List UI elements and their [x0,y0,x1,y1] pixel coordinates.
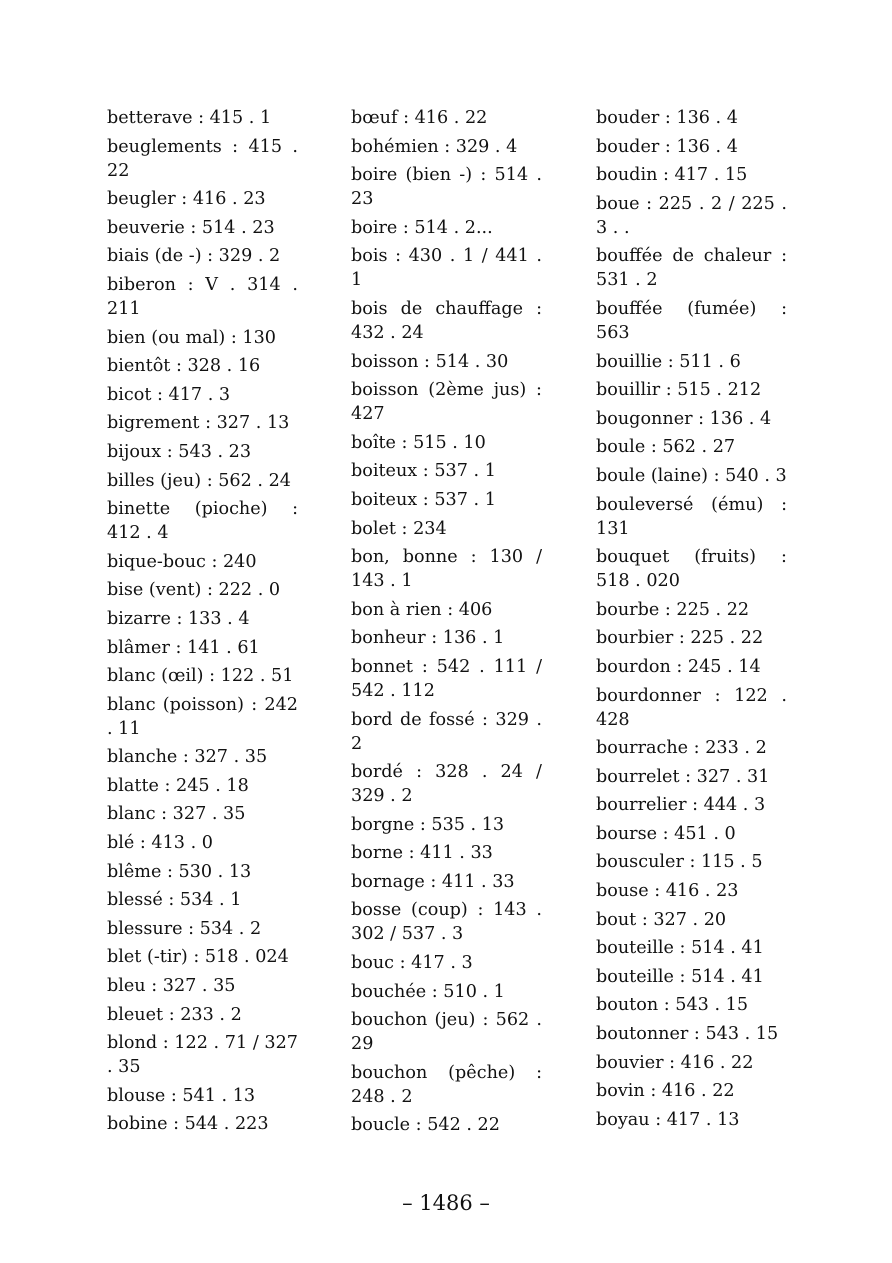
index-entry: blâmer : 141 . 61 [107,637,260,658]
index-entry: boue : 225 . 2 / 225 . 3 . . [596,193,787,238]
index-column-3 [596,106,787,1136]
index-entry: boyau : 417 . 13 [596,1109,740,1130]
index-entry: bourdon : 245 . 14 [596,656,761,677]
index-entry: bouchon (jeu) : 562 . 29 [351,1010,542,1055]
index-entry: bouder : 136 . 4 [596,136,738,157]
index-entry: blanc (œil) : 122 . 51 [107,666,294,687]
index-entry: bonheur : 136 . 1 [351,628,505,649]
index-entry: bouillie : 511 . 6 [596,351,741,372]
index-entry: blatte : 245 . 18 [107,775,249,796]
index-entry: bouvier : 416 . 22 [596,1052,754,1073]
index-entry: blouse : 541 . 13 [107,1085,256,1106]
index-entry: bosse (coup) : 143 . 302 / 537 . 3 [351,900,542,945]
index-entry: bleuet : 233 . 2 [107,1004,242,1025]
index-entry: bougonner : 136 . 4 [596,408,772,429]
index-entry: bornage : 411 . 33 [351,871,515,892]
index-entry: bolet : 234 [351,518,447,539]
index-entry: bourdonner : 122 . 428 [596,685,787,730]
index-entry: bobine : 544 . 223 [107,1114,269,1135]
index-entry: bouder : 136 . 4 [596,108,738,128]
index-entry: bourrelet : 327 . 31 [596,766,770,787]
index-entry: boisson : 514 . 30 [351,351,509,372]
index-entry: bleu : 327 . 35 [107,976,236,997]
index-entry: bois de chauffage : 432 . 24 [351,298,542,343]
index-entry: bonnet : 542 . 111 / 542 . 112 [351,656,542,701]
index-entry: bohémien : 329 . 4 [351,136,518,157]
index-entry: bon à rien : 406 [351,599,493,620]
index-entry: bise (vent) : 222 . 0 [107,580,281,601]
index-entry: boule (laine) : 540 . 3 [596,465,787,486]
index-entry: borgne : 535 . 13 [351,814,505,835]
index-entry: binette (pioche) : 412 . 4 [107,499,298,544]
index-entry: boiteux : 537 . 1 [351,489,496,510]
index-entry: bois : 430 . 1 / 441 . 1 [351,246,542,291]
index-entry: blet (-tir) : 518 . 024 [107,947,289,968]
index-entry: blé : 413 . 0 [107,833,213,854]
index-entry: blessé : 534 . 1 [107,890,242,911]
index-entry: boucle : 542 . 22 [351,1115,500,1136]
index-entry: bourse : 451 . 0 [596,823,736,844]
index-entry: bique-bouc : 240 [107,551,257,572]
index-entry: bovin : 416 . 22 [596,1081,735,1102]
index-entry: biberon : V . 314 . 211 [107,274,298,319]
index-entry: bon, bonne : 130 / 143 . 1 [351,547,542,592]
index-entry: bourbier : 225 . 22 [596,628,764,649]
index-entry: bout : 327 . 20 [596,909,727,930]
index-entry: beuglements : 415 . 22 [107,136,298,181]
index-entry: bijoux : 543 . 23 [107,441,252,462]
index-entry: bouchée : 510 . 1 [351,981,505,1002]
index-entry: betterave : 415 . 1 [107,108,272,128]
index-entry: bouse : 416 . 23 [596,881,739,902]
index-entry: bouillir : 515 . 212 [596,380,762,401]
index-entry: bizarre : 133 . 4 [107,608,250,629]
index-entry: bigrement : 327 . 13 [107,413,290,434]
index-entry: bien (ou mal) : 130 [107,327,276,348]
index-entry: blanche : 327 . 35 [107,747,268,768]
index-entry: beuverie : 514 . 23 [107,217,275,238]
index-entry: bientôt : 328 . 16 [107,356,261,377]
index-entry: boire (bien -) : 514 . 23 [351,165,542,210]
index-entry: bouffée de chaleur : 531 . 2 [596,246,787,291]
index-entry: blême : 530 . 13 [107,861,252,882]
index-entry: biais (de -) : 329 . 2 [107,246,281,267]
index-column-1 [107,106,298,1141]
index-entry: boule : 562 . 27 [596,437,736,458]
index-entry: billes (jeu) : 562 . 24 [107,470,291,491]
index-entry: boutonner : 543 . 15 [596,1024,779,1045]
index-entry: boisson (2ème jus) : 427 [351,380,542,425]
index-entry: bouchon (pêche) : 248 . 2 [351,1062,542,1107]
index-entry: boiteux : 537 . 1 [351,461,496,482]
index-entry: bouteille : 514 . 41 [596,938,764,959]
index-entry: bourrache : 233 . 2 [596,738,767,759]
index-entry: bouleversé (ému) : 131 [596,494,787,539]
index-entry: bourbe : 225 . 22 [596,599,750,620]
index-entry: bouteille : 514 . 41 [596,966,764,987]
index-entry: bousculer : 115 . 5 [596,852,763,873]
index-entry: boudin : 417 . 15 [596,165,748,186]
index-column-2 [351,106,542,1142]
index-entry: bouc : 417 . 3 [351,953,473,974]
index-entry: blessure : 534 . 2 [107,918,262,939]
index-entry: bicot : 417 . 3 [107,384,231,405]
index-entry: bœuf : 416 . 22 [351,108,488,128]
index-entry: bordé : 328 . 24 / 329 . 2 [351,762,542,807]
index-entry: bord de fossé : 329 . 2 [351,709,542,754]
index-entry: blanc (poisson) : 242 . 11 [107,694,298,739]
index-entry: boîte : 515 . 10 [351,432,486,453]
index-entry: borne : 411 . 33 [351,843,493,864]
index-entry: beugler : 416 . 23 [107,189,266,210]
index-entry: bouquet (fruits) : 518 . 020 [596,547,787,592]
index-entry: bouffée (fumée) : 563 [596,298,787,343]
index-entry: blond : 122 . 71 / 327 . 35 [107,1033,298,1078]
index-entry: blanc : 327 . 35 [107,804,246,825]
index-entry: bouton : 543 . 15 [596,995,749,1016]
page-number: – 1486 – [402,1191,490,1215]
index-entry: boire : 514 . 2... [351,217,493,238]
index-entry: bourrelier : 444 . 3 [596,795,766,816]
